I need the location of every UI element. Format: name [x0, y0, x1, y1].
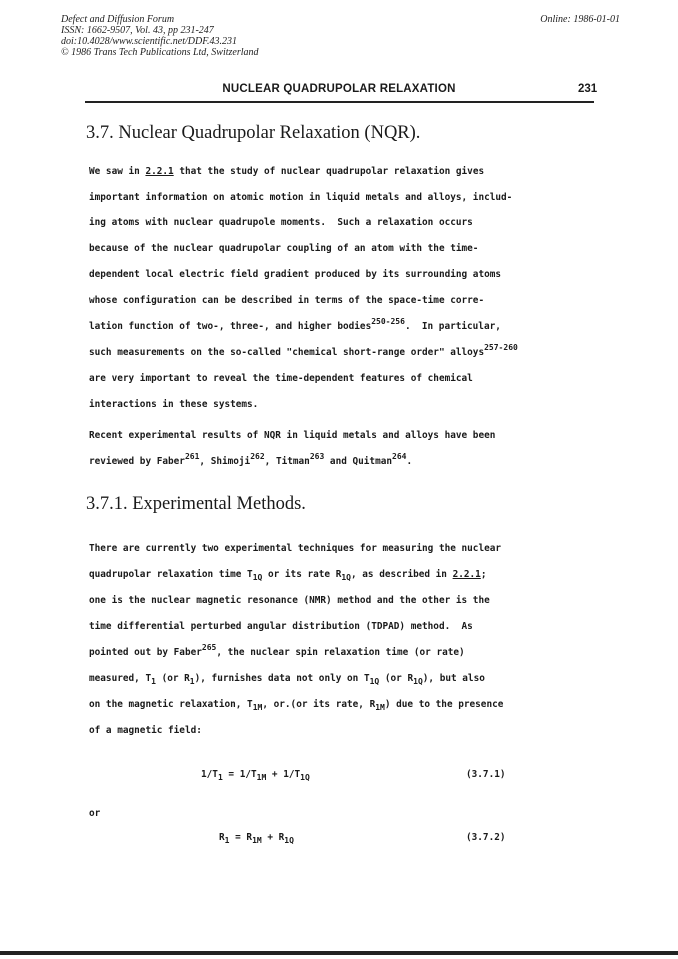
text-line: one is the nuclear magnetic resonance (NMR) method and the other is the [89, 595, 490, 606]
issn-line: ISSN: 1662-9507, Vol. 43, pp 231-247 [61, 25, 214, 36]
subsection-heading: 3.7.1. Experimental Methods. [86, 494, 306, 514]
text-line: reviewed by Faber$^{261}$, Shimoji$^{262}$, Titman$^{263}$ and Quitman$^{264}$. [89, 452, 413, 467]
text-line: time differential perturbed angular distribution (TDPAD) method. As [89, 621, 473, 632]
citation: 263 [309, 452, 325, 461]
equation-3-7-2: $R_1 = R_{1M} + R_{1Q}$ [219, 832, 294, 845]
text-line: on the magnetic relaxation, $T_{1M}$, or.(or its rate, $R_{1M}$) due to the presence [89, 699, 504, 712]
text-line: interactions in these systems. [89, 399, 259, 410]
text-line: because of the nuclear quadrupolar coupling of an atom with the time- [89, 243, 479, 254]
equation-number: (3.7.2) [466, 832, 506, 843]
footer-rule [0, 951, 678, 955]
page-number: 231 [578, 83, 598, 95]
text-line: There are currently two experimental techniques for measuring the nuclear [89, 543, 502, 554]
text-line: are very important to reveal the time-dependent features of chemical [89, 373, 473, 384]
section-heading: 3.7. Nuclear Quadrupolar Relaxation (NQR). [86, 123, 421, 143]
equation-number: (3.7.1) [466, 769, 506, 780]
journal-name: Defect and Diffusion Forum [61, 14, 175, 25]
text-line: pointed out by Faber$^{265}$, the nuclear spin relaxation time (or rate) [89, 643, 465, 658]
text-line: important information on atomic motion in liquid metals and alloys, includ- [89, 192, 513, 203]
text-line: such measurements on the so-called "chemical short-range order" alloys$^{257-260}$ [89, 343, 518, 358]
citation: 250-256 [371, 317, 405, 326]
citation: 262 [250, 452, 265, 461]
running-title: NUCLEAR QUADRUPOLAR RELAXATION [222, 83, 456, 95]
citation: 265 [201, 643, 217, 652]
or-label: or [89, 808, 101, 819]
citation: 261 [184, 452, 200, 461]
text-line: whose configuration can be described in terms of the space-time corre- [89, 295, 485, 306]
online-date: Online: 1986-01-01 [540, 14, 620, 25]
cross-reference-link[interactable]: 2.2.1 [452, 569, 481, 580]
equation-3-7-1: $1/T_1 = 1/T_{1M} + 1/T_{1Q}$ [201, 769, 310, 782]
text-line: dependent local electric field gradient produced by its surrounding atoms [89, 269, 502, 280]
text-line: lation function of two-, three-, and higher bodies$^{250-256}$. In particular, [89, 317, 501, 332]
citation: 264 [392, 452, 407, 461]
text-line: We saw in 2.2.1 that the study of nuclear quadrupolar relaxation gives [89, 166, 485, 177]
text-line: ing atoms with nuclear quadrupole moments. Such a relaxation occurs [89, 217, 473, 228]
citation: 257-260 [484, 343, 518, 352]
journal-info [61, 14, 259, 58]
text-line: Recent experimental results of NQR in liquid metals and alloys have been [89, 430, 496, 441]
text-line: quadrupolar relaxation time $T_{1Q}$ or its rate $R_{1Q}$, as described in 2.2.1; [89, 569, 487, 582]
header-rule [85, 101, 594, 103]
text-line: of a magnetic field: [89, 725, 202, 736]
copyright-line: © 1986 Trans Tech Publications Ltd, Switzerland [61, 47, 259, 58]
text-line: measured, $T_1$ (or $R_1$), furnishes data not only on $T_{1Q}$ (or $R_{1Q}$), but also [89, 673, 485, 686]
cross-reference-link[interactable]: 2.2.1 [145, 166, 174, 177]
doi-line: doi:10.4028/www.scientific.net/DDF.43.231 [61, 36, 238, 47]
